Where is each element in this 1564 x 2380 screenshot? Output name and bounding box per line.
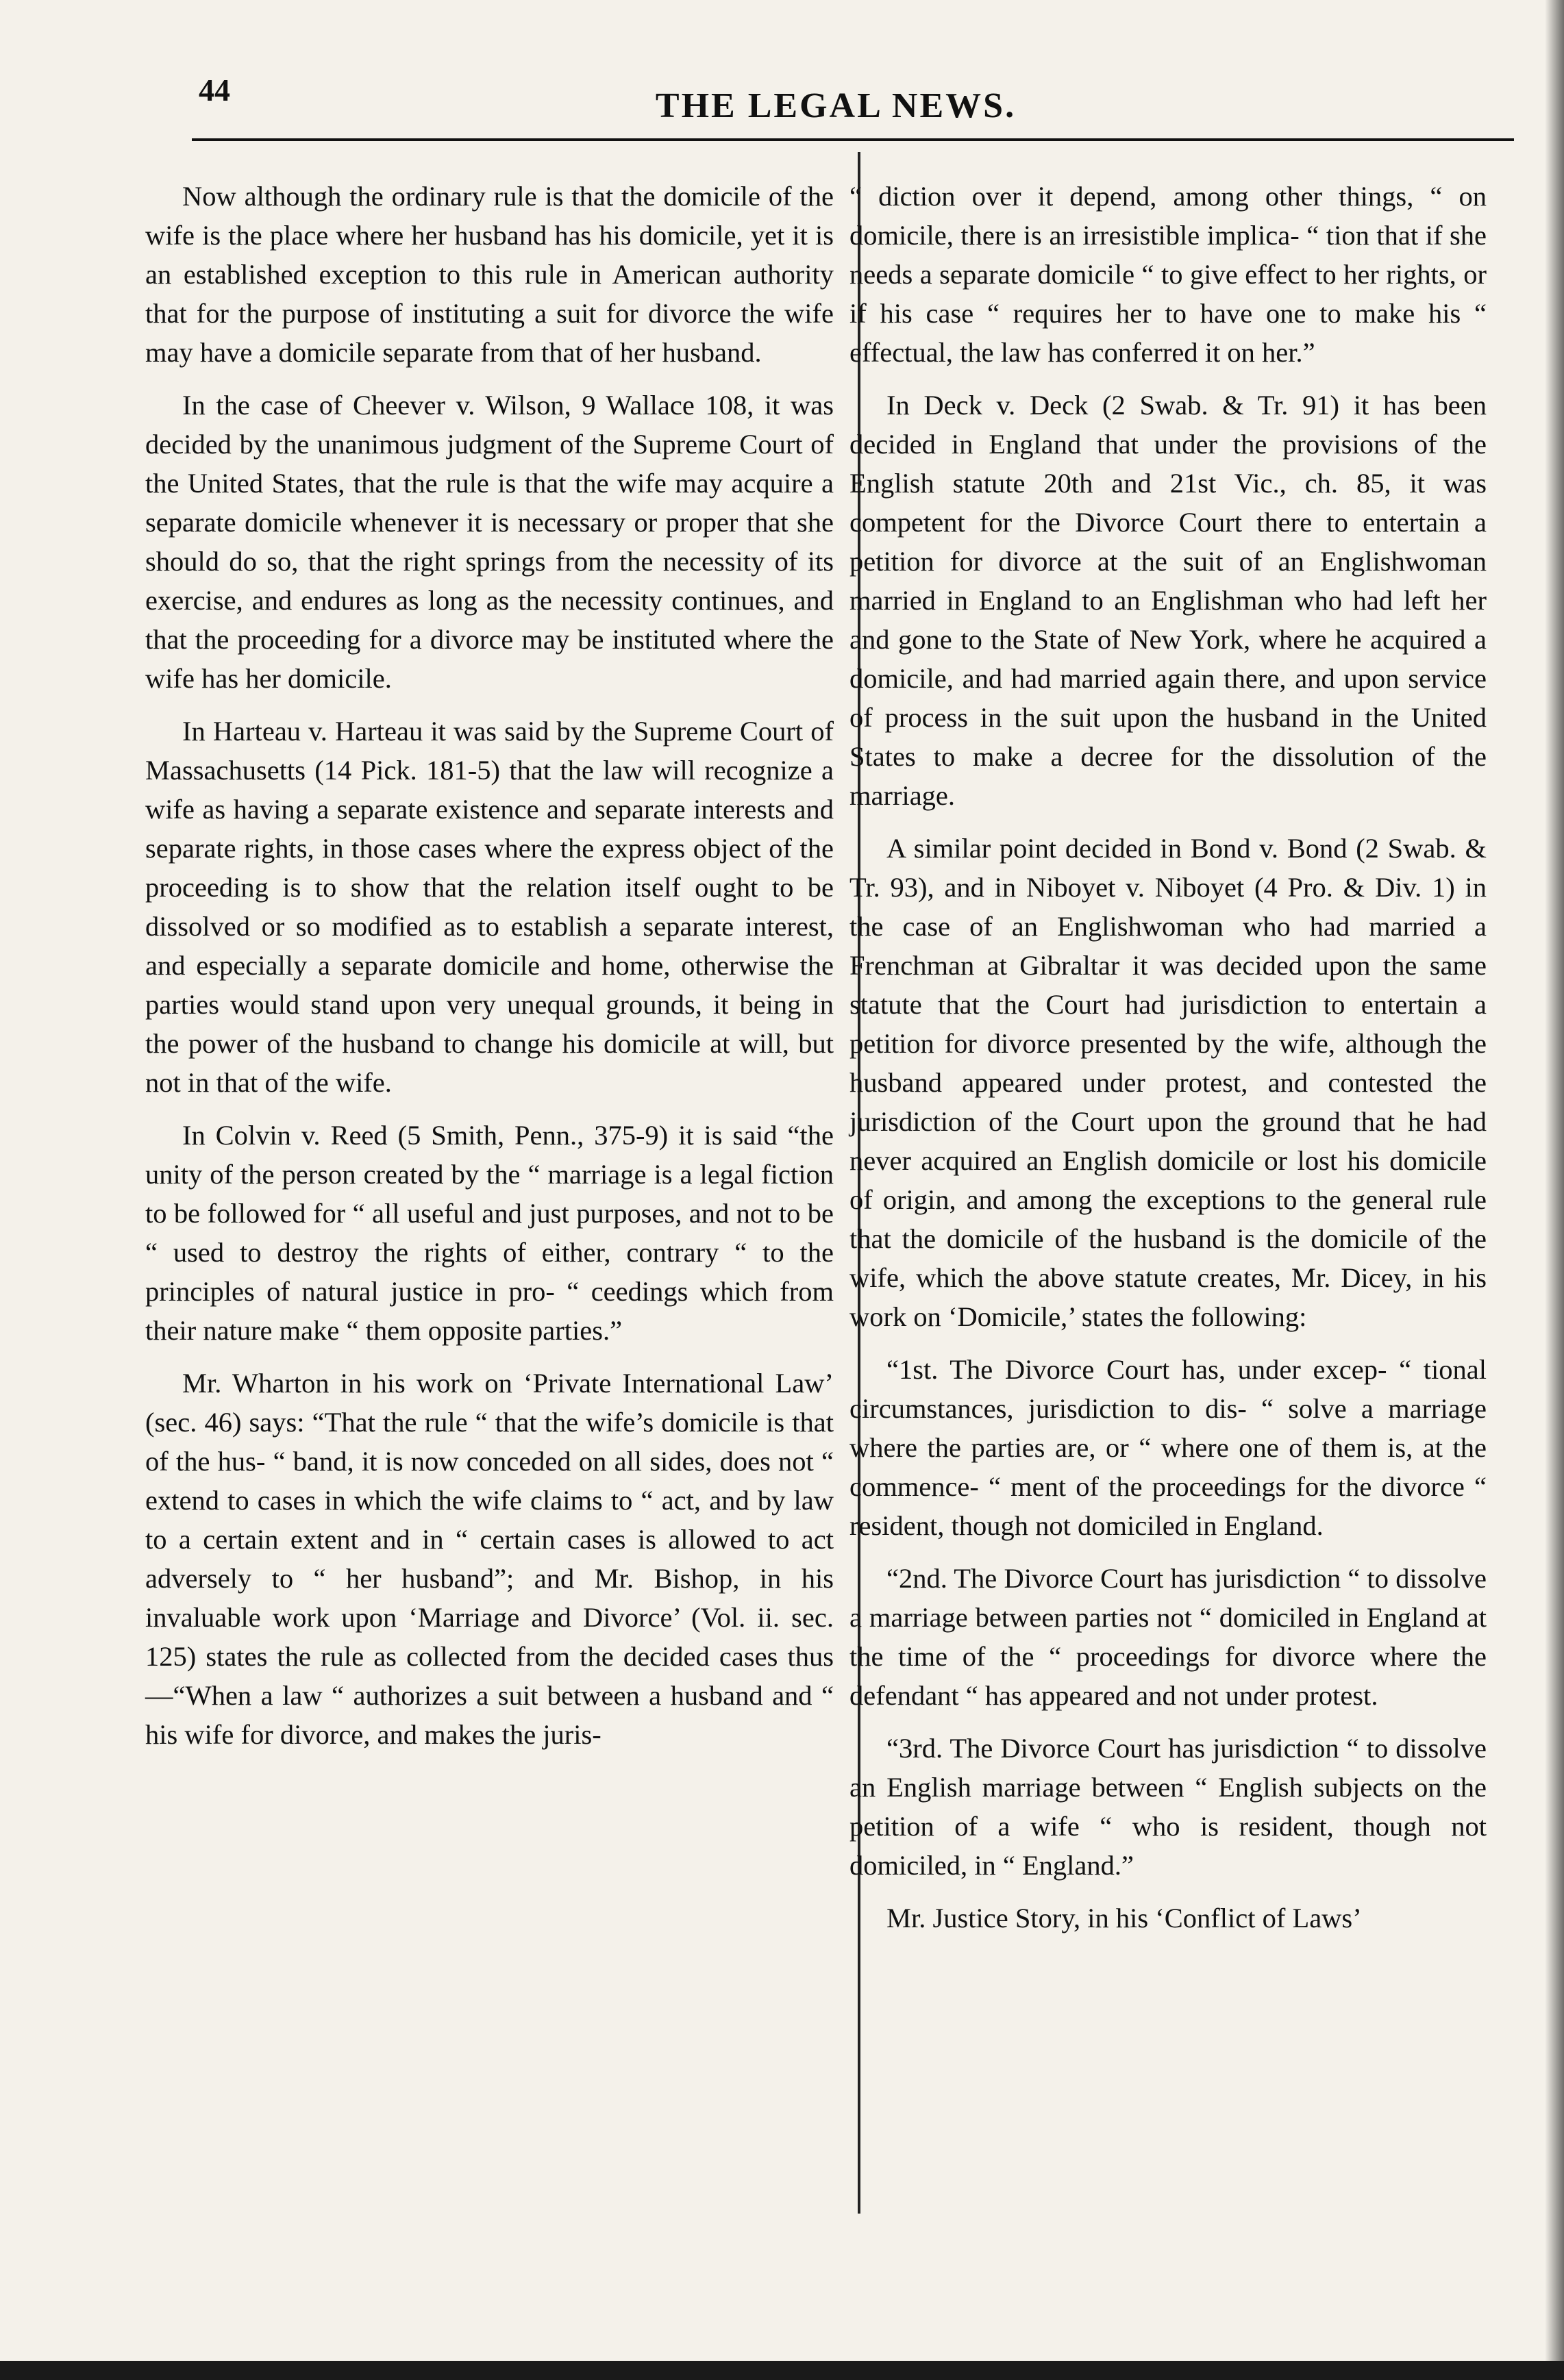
header-rule	[192, 138, 1514, 141]
scan-bottom-band	[0, 2361, 1564, 2380]
paragraph: In Colvin v. Reed (5 Smith, Penn., 375-9) it is said “the unity of the person created by the “ marriage is a legal fiction to be followed for “ all useful and just purposes, and not to be “ used to destroy the rights of either, contrary “ to the principles of natural justice in pro- “ ceedings which from their nature make “ them opposite parties.”	[145, 1120, 834, 1346]
paragraph: A similar point decided in Bond v. Bond (2 Swab. & Tr. 93), and in Niboyet v. Niboyet (4 Pro. & Div. 1) in the case of an Englishwoman who had married a Frenchman at Gibraltar it was decided upon the same statute that the Court had jurisdiction to entertain a petition for divorce presented by the wife, although the husband appeared under protest, and contested the jurisdiction of the Court upon the ground that he had never acquired an English domicile or lost his domicile of origin, and among the exceptions to the general rule that the domicile of the husband is the domicile of the wife, which the above statute creates, Mr. Dicey, in his work on ‘Domicile,’ states the following:	[849, 833, 1487, 1332]
paragraph: In the case of Cheever v. Wilson, 9 Wallace 108, it was decided by the unanimous judgment of the Supreme Court of the United States, that the rule is that the wife may acquire a separate domicile whenever it is necessary or proper that she should do so, that the right springs from the necessity of its exercise, and endures as long as the necessity continues, and that the proceeding for a divorce may be instituted where the wife has her domicile.	[145, 390, 834, 694]
journal-title: THE LEGAL NEWS.	[655, 86, 1017, 125]
paragraph: In Deck v. Deck (2 Swab. & Tr. 91) it has been decided in England that under the provisions of the English statute 20th and 21st Vic., ch. 85, it was competent for the Divorce Court there to entertain a petition for divorce at the suit of an Englishwoman married in England to an Englishman who had left her and gone to the State of New York, where he acquired a domicile, and had married again there, and upon service of process in the suit upon the husband in the United States to make a decree for the dissolution of the marriage.	[849, 390, 1487, 811]
paragraph: In Harteau v. Harteau it was said by the Supreme Court of Massachusetts (14 Pick. 181-5) that the law will recognize a wife as having a separate existence and separate interests and separate rights, in those cases where the express object of the proceeding is to show that the relation itself ought to be dissolved or so modified as to establish a separate interest, and especially a separate domicile and home, otherwise the parties would stand upon very unequal grounds, it being in the power of the husband to change his domicile at will, but not in that of the wife.	[145, 716, 834, 1098]
paragraph: “ diction over it depend, among other things, “ on domicile, there is an irresistible implica- “ tion that if she needs a separate domicile “ to give effect to her rights, or if his case “ requires her to have one to make his “ effectual, the law has conferred it on her.”	[849, 181, 1487, 368]
quote-paragraph: “3rd. The Divorce Court has jurisdiction “ to dissolve an English marriage between “ English subjects on the petition of a wife “ who is resident, though not domiciled, in “ England.”	[849, 1733, 1487, 1881]
quote-paragraph: “1st. The Divorce Court has, under excep- “ tional circumstances, jurisdiction to dis- “ solve a marriage where the parties are, or “ where one of them is, at the commence- “ ment of the proceedings for the divorce “ resident, though not domiciled in England.	[849, 1354, 1487, 1541]
scan-edge-shadow	[1545, 0, 1564, 2380]
paragraph: Now although the ordinary rule is that the domicile of the wife is the place where her husband has his domicile, yet it is an established exception to this rule in American authority that for the purpose of instituting a suit for divorce the wife may have a domicile separate from that of her husband.	[145, 181, 834, 368]
paragraph: Mr. Wharton in his work on ‘Private International Law’ (sec. 46) says: “That the rule “ that the wife’s domicile is that of the hus- “ band, it is now conceded on all sides, does not “ extend to cases in which the wife claims to “ act, and by law to a certain extent and in “ certain cases is allowed to act adversely to “ her husband”; and Mr. Bishop, in his invaluable work upon ‘Marriage and Divorce’ (Vol. ii. sec. 125) states the rule as collected from the decided cases thus—“When a law “ authorizes a suit between a husband and “ his wife for divorce, and makes the juris-	[145, 1368, 834, 1750]
page-number: 44	[199, 73, 230, 108]
page-header	[158, 65, 1514, 127]
left-column	[145, 177, 834, 1768]
quote-paragraph: “2nd. The Divorce Court has jurisdiction “ to dissolve a marriage between parties not “ domiciled in England at the time of the “ proceedings for divorce where the defendant “ has appeared and not under protest.	[849, 1563, 1487, 1711]
right-column	[849, 177, 1487, 1951]
paragraph: Mr. Justice Story, in his ‘Conflict of Laws’	[886, 1903, 1362, 1933]
